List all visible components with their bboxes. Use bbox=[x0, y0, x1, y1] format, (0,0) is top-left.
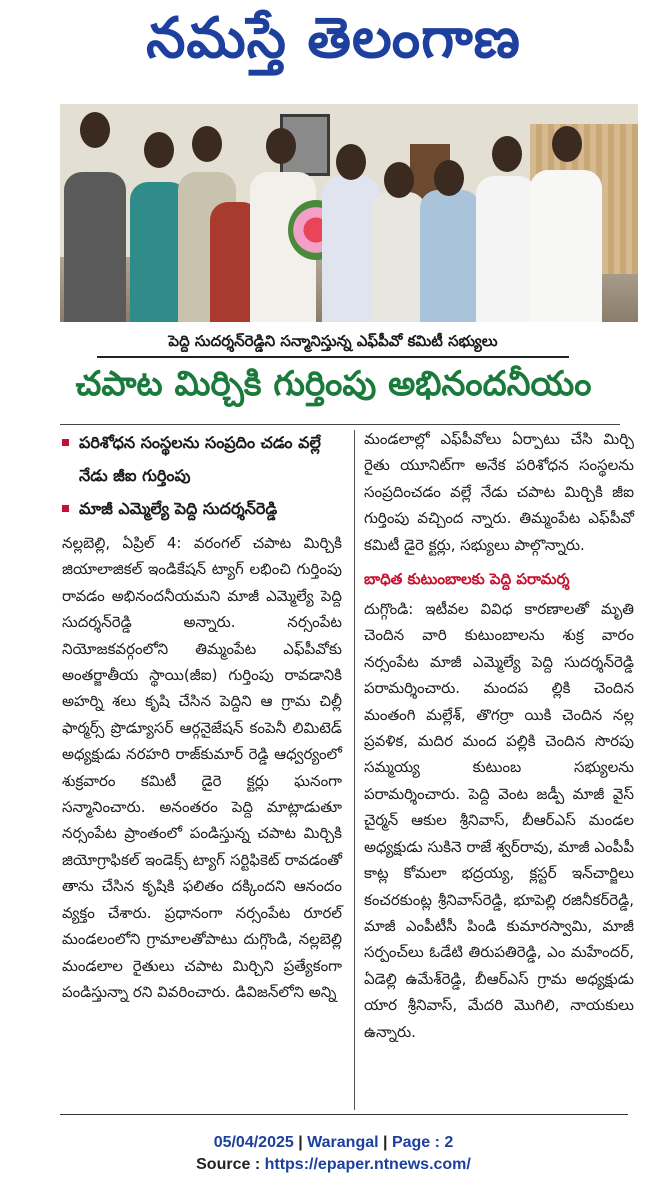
column-divider bbox=[354, 430, 355, 1110]
photo-person bbox=[530, 170, 602, 322]
photo-person-head bbox=[384, 162, 414, 198]
footer-source-label: Source : bbox=[196, 1156, 265, 1173]
photo-person bbox=[420, 190, 480, 322]
highlight-text: పరిశోధన సంస్థలను సంప్రదిం చడం వల్లే నేడు జీఐ గుర్తింపు bbox=[79, 433, 321, 485]
article-highlights bbox=[60, 426, 345, 525]
footer-source-link[interactable]: https://epaper.ntnews.com/ bbox=[264, 1156, 471, 1173]
footer-rule bbox=[60, 1114, 628, 1115]
article-body-continued: మండలాల్లో ఎఫ్‌పీవోలు ఏర్పాటు చేసి మిర్చి రైతు యూనిట్‌గా అనేక పరిశోధన సంస్థలను సంప్రదించడం వల్లే నేడు చపాట మిర్చికి జీఐ గుర్తింపు వచ్చింద న్నారు. తిమ్మంపేట ఎఫ్‌పీవో కమిటీ డైరె క్టర్లు, సభ్యులు పాల్గొన్నారు. bbox=[364, 430, 634, 554]
bullet-square-icon bbox=[62, 439, 69, 446]
footer-source-line bbox=[0, 1154, 667, 1176]
photo-person-head bbox=[266, 128, 296, 164]
masthead-logo: నమస్తే తెలంగాణ bbox=[146, 5, 521, 71]
sub-story-headline: బాధిత కుటుంబాలకు పెద్ది పరామర్శ bbox=[364, 570, 570, 589]
photo-person bbox=[64, 172, 126, 322]
article-body-left: నల్లబెల్లి, ఏప్రిల్ 4: వరంగల్ చపాట మిర్చికి జియాలాజికల్ ఇండికేషన్ ట్యాగ్ లభించి గుర్తింపు రావడం అభినందనీయమని మాజీ ఎమ్మెల్యే పెద్ది సుదర్శన్‌రెడ్డి అన్నారు. నర్సంపేట నియోజకవర్గంలోని తిమ్మంపేట ఎఫ్‌పీవోకు అంతర్జాతీయ స్థాయి(జీఐ) గుర్తింపు రావడానికి అహర్ని శలు కృషి చేసిన పెద్దిని ఆ గ్రామ చిల్లీ ఫార్మర్స్ ప్రొడ్యూసర్ ఆర్గనైజేషన్ కంపెనీ లిమిటెడ్ అధ్యక్షుడు నరహరి రాజ్‌కుమార్ రెడ్డి ఆధ్వర్యంలో శుక్రవారం కమిటీ డైరె క్టర్లు ఘనంగా సన్మానించారు. అనంతరం పెద్ది మాట్లాడుతూ నర్సంపేట ప్రాంతంలో పండిస్తున్న చపాట మిర్చికి జియోగ్రాఫికల్ ఇండెక్స్ ట్యాగ్ సర్టిఫికెట్ రావడంతో తాను చేసిన కృషికి ఫలితం దక్కిందని ఆనందం వ్యక్తం చేశారు. ప్రధానంగా నర్సంపేట రూరల్ మండలంలోని గ్రామాలతోపాటు దుగ్గొండి, నల్లబెల్లి మండలాల రైతులు చపాట మిర్చిని ప్రత్యేకంగా పండిస్తున్నా రని వివరించారు. డివిజన్‌లోని అన్ని bbox=[62, 534, 342, 1001]
photo-person-head bbox=[80, 112, 110, 148]
footer-date: 05/04/2025 bbox=[213, 1134, 294, 1151]
footer-edition: Warangal bbox=[307, 1134, 379, 1151]
photo-person-head bbox=[336, 144, 366, 180]
photo-person bbox=[372, 192, 426, 322]
photo-person-head bbox=[552, 126, 582, 162]
headline-rule bbox=[60, 424, 620, 425]
photo-person-head bbox=[434, 160, 464, 196]
article-headline: చపాట మిర్చికి గుర్తింపు అభినందనీయం bbox=[75, 364, 592, 404]
highlight-item bbox=[60, 426, 345, 492]
sub-story-body: దుగ్గొండి: ఇటీవల వివిధ కారణాలతో మృతి చెందిన వారి కుటుంబాలను శుక్ర వారం నర్సంపేట మాజీ ఎమ్మెల్యే పెద్ది సుదర్శన్‌రెడ్డి పరామర్శించారు. మందప ల్లికి చెందిన మంతంగి మల్లేశ్, తొగర్రా యికి చెందిన నల్ల ప్రవళిక, మదిర మంద పల్లికి చెందిన సొరపు సమ్మయ్య కుటుంబ సభ్యులను పరామర్శించారు. పెద్ది వెంట జడ్పీ మాజీ వైస్ చైర్మన్ ఆకుల శ్రీనివాస్, బీఆర్‌ఎస్ మండల అధ్యక్షుడు సుకినె రాజే శ్వర్‌రావు, మాజీ ఎంపీపీ కాట్ల కోమలా భద్రయ్య, క్లస్టర్ ఇన్‌చార్జిలు కంచరకుంట్ల శ్రీనివాస్‌రెడ్డి, భూపెల్లి రజినీకర్‌రెడ్డి, మాజీ ఎంపీటీసీ పిండి కుమారస్వామి, మాజీ సర్పంచ్‌లు ఓడేటి తిరుపతిరెడ్డి, ఎం మహేందర్, ఏడెల్లి ఉమేశ్‌రెడ్డి, బీఆర్‌ఎస్ గ్రామ అధ్యక్షుడు యార శ్రీనివాస్, మేదరి మొగిలి, నాయకులు ఉన్నారు. bbox=[364, 600, 634, 1041]
photo-person-head bbox=[192, 126, 222, 162]
page-footer bbox=[0, 1132, 667, 1176]
article-body-right bbox=[364, 426, 634, 1045]
news-photo bbox=[60, 104, 638, 322]
footer-page: Page : 2 bbox=[391, 1134, 454, 1151]
footer-edition-line: 05/04/2025 | Warangal | Page : 2 bbox=[213, 1134, 454, 1151]
photo-person bbox=[476, 176, 536, 322]
photo-caption: పెద్ది సుదర్శన్‌రెడ్డిని సన్మానిస్తున్న ఎఫ్‌పీవో కమిటీ సభ్యులు bbox=[97, 330, 569, 358]
photo-person-head bbox=[144, 132, 174, 168]
photo-person-head bbox=[492, 136, 522, 172]
highlight-item bbox=[60, 492, 345, 525]
bullet-square-icon bbox=[62, 505, 69, 512]
highlight-text: మాజీ ఎమ్మెల్యే పెద్ది సుదర్శన్‌రెడ్డి bbox=[79, 499, 278, 518]
